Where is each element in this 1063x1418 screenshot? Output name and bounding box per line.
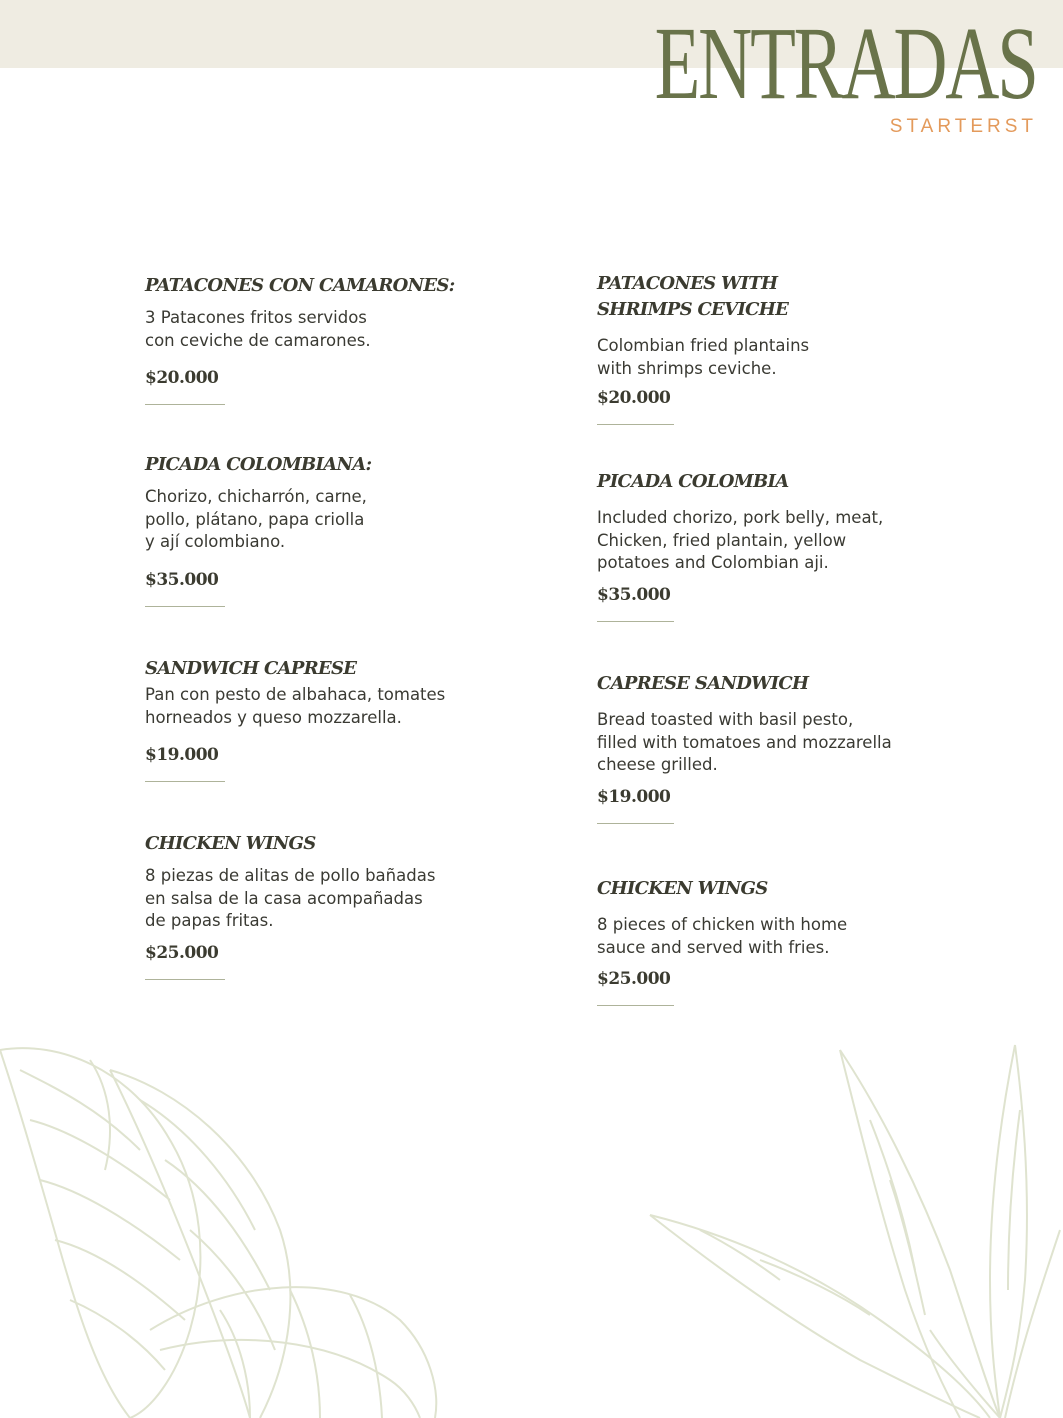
item-description: Bread toasted with basil pesto, filled with tomatoes and mozzarella cheese grilled. <box>597 710 892 774</box>
item-divider <box>145 606 225 607</box>
item-description: Included chorizo, pork belly, meat, Chicken, fried plantain, yellow potatoes and Colombian aji. <box>597 508 884 572</box>
item-name: PATACONES WITH SHRIMPS CEVICHE <box>597 273 789 320</box>
menu-item <box>597 469 977 622</box>
menu-item <box>145 273 525 405</box>
menu-item <box>597 671 977 824</box>
item-description: Colombian fried plantains with shrimps ceviche. <box>597 336 810 378</box>
item-price: $20.000 <box>597 388 671 408</box>
menu-item <box>145 452 525 607</box>
item-divider <box>597 424 674 425</box>
item-price: $35.000 <box>145 569 219 590</box>
item-divider <box>597 1005 674 1006</box>
item-price: $35.000 <box>597 584 671 605</box>
item-name: PICADA COLOMBIANA: <box>145 454 372 475</box>
item-name: CHICKEN WINGS <box>145 833 316 854</box>
item-description: 3 Patacones fritos servidos con ceviche de camarones. <box>145 308 371 350</box>
item-divider <box>145 979 225 980</box>
botanical-leaves-decoration <box>0 1030 1063 1418</box>
item-description: 8 piezas de alitas de pollo bañadas en salsa de la casa acompañadas de papas fritas. <box>145 866 436 930</box>
menu-item <box>145 831 525 980</box>
item-divider <box>597 621 674 622</box>
item-name: SANDWICH CAPRESE <box>145 658 357 679</box>
item-price: $25.000 <box>597 969 671 989</box>
item-name: CAPRESE SANDWICH <box>597 673 809 694</box>
item-name: PATACONES CON CAMARONES: <box>145 275 455 296</box>
item-name: PICADA COLOMBIA <box>597 471 789 492</box>
menu-item <box>597 876 977 1006</box>
item-name: CHICKEN WINGS <box>597 878 768 899</box>
item-divider <box>597 823 674 824</box>
item-description: 8 pieces of chicken with home sauce and served with fries. <box>597 915 848 957</box>
item-divider <box>145 781 225 782</box>
item-description: Pan con pesto de albahaca, tomates horneados y queso mozzarella. <box>145 685 446 727</box>
item-price: $19.000 <box>145 745 219 765</box>
item-description: Chorizo, chicharrón, carne, pollo, plátano, papa criolla y ají colombiano. <box>145 487 367 551</box>
menu-item <box>597 271 977 425</box>
page-title: ENTRADAS <box>654 6 1037 121</box>
item-price: $20.000 <box>145 368 219 388</box>
item-price: $25.000 <box>145 942 219 963</box>
item-divider <box>145 404 225 405</box>
menu-item <box>145 656 525 782</box>
page-subtitle: STARTERST <box>889 116 1037 137</box>
item-price: $19.000 <box>597 786 671 807</box>
